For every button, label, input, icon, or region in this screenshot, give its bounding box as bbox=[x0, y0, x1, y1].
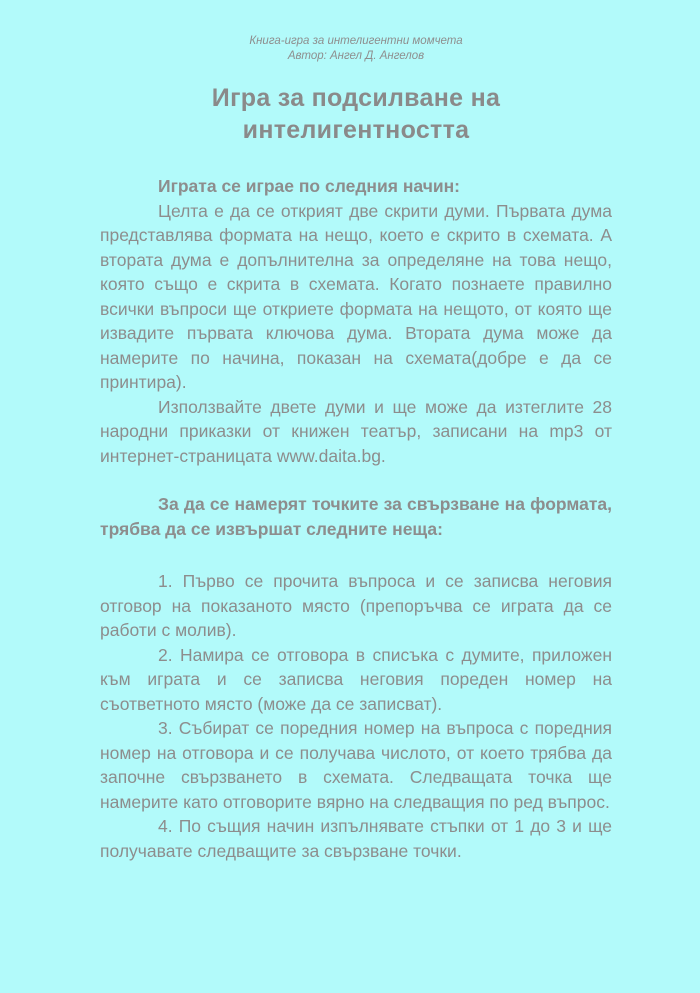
header-book-title: Книга-игра за интелигентни момчета bbox=[249, 35, 463, 47]
page-title: Игра за подсилване на интелигентността bbox=[211, 84, 501, 144]
intro-heading: Играта се играе по следния начин: bbox=[158, 176, 461, 196]
step-item: 1. Първо се прочита въпроса и се записва неговия отговор на показаното място (препоръчва се играта да се работи с молив). bbox=[100, 571, 612, 640]
step-item: 4. По същия начин изпълнявате стъпки от 1 до 3 и ще получавате следващите за свързване точки. bbox=[100, 816, 612, 861]
intro-paragraph: Използвайте двете думи и ще може да изтеглите 28 народни приказки от книжен театър, записани на mp3 от интернет-страницата www.daita.bg. bbox=[100, 396, 612, 466]
instructions-heading: За да се намерят точките за свързване на формата, трябва да се извършат следните неща: bbox=[100, 494, 612, 539]
intro-paragraph: Целта е да се открият две скрити думи. Първата дума представлява формата на нещо, което е скрито в схемата. А втората дума е допълнителна за определяне на това нещо, която също е скрита в схемата. Когато познаете правилно всички въпроси ще откриете формата на нещото, от която ще извадите първата ключова дума. Втората дума може да намерите по начина, показан на схемата(добре е да се принтира). bbox=[100, 200, 612, 392]
step-item: 3. Събират се поредния номер на въпроса с поредния номер на отговора и се получава числото, от което трябва да започне свързването в схемата. Следващата точка ще намерите като отговорите вярно на следващия по ред въпрос. bbox=[100, 718, 612, 812]
header-author: Автор: Ангел Д. Ангелов bbox=[287, 50, 425, 62]
document-header bbox=[100, 0, 612, 64]
step-item: 2. Намира се отговора в списъка с думите, приложен към играта и се записва неговия пореден номер на съответното място (може да се записват). bbox=[100, 644, 612, 714]
instructions-section bbox=[100, 492, 612, 863]
intro-section bbox=[100, 174, 612, 468]
steps-list bbox=[100, 569, 612, 863]
